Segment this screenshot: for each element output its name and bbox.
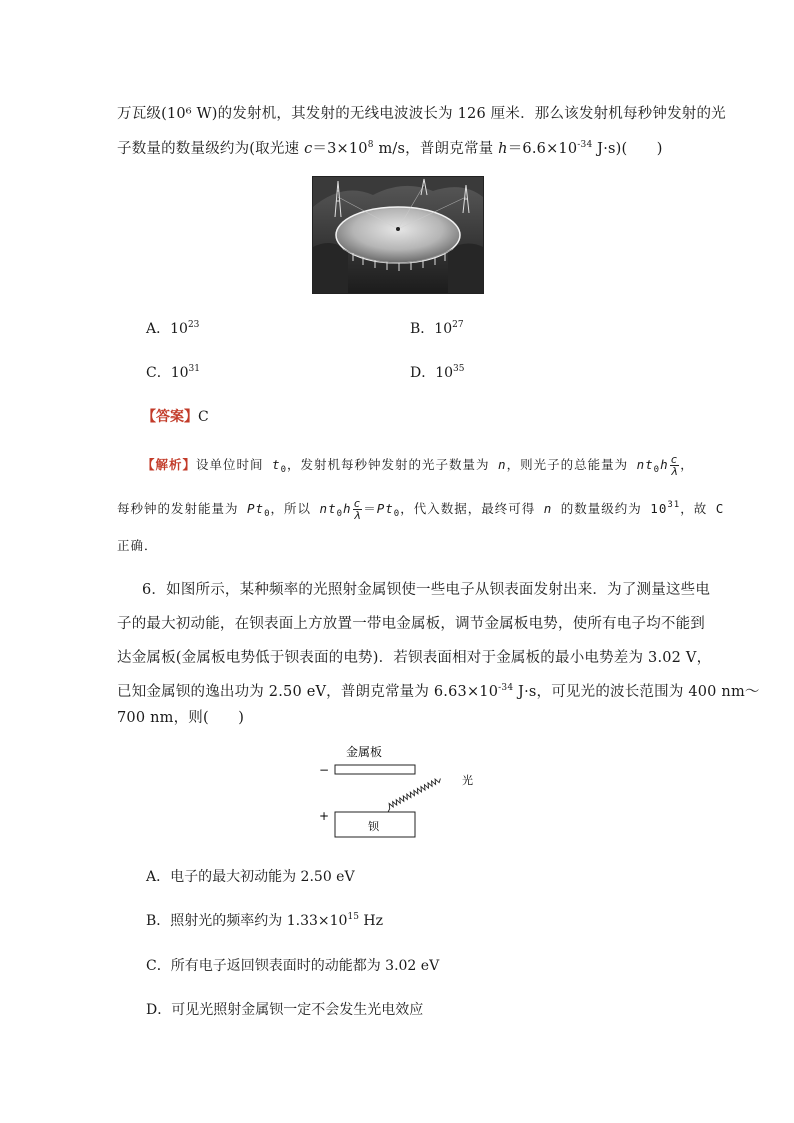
answer-line: 【答案】C <box>142 409 209 425</box>
plate-label: 金属板 <box>346 745 383 759</box>
light-wave <box>385 777 443 812</box>
explanation-line3: 正确． <box>117 538 158 553</box>
q5-option-b: B．$10^{27}$ <box>410 320 464 337</box>
q6-stem-line5: 700 nm，则( ) <box>117 710 245 726</box>
q6-option-c: C．所有电子返回钡表面时的动能都为 3.02 eV <box>146 958 440 974</box>
photoelectric-diagram <box>316 740 486 845</box>
q5-option-d: D．$10^{35}$ <box>410 364 465 381</box>
q5-stem-line2: 子数量的数量级约为(取光速 $c=3\times 10^8$ m/s，普朗克常量 $h=6.6\times 10^{-34}$ J·s)( ) <box>117 140 663 157</box>
q6-option-b: B．照射光的频率约为 $1.33\times 10^{15}$ Hz <box>146 912 383 929</box>
q6-stem-line2: 子的最大初动能，在钡表面上方放置一带电金属板，调节金属板电势，使所有电子均不能到 <box>117 616 705 632</box>
q5-option-c: C．$10^{31}$ <box>146 364 200 381</box>
minus-sign: − <box>319 763 330 777</box>
plus-sign: + <box>319 809 330 823</box>
q6-stem-line1: 6．如图所示，某种频率的光照射金属钡使一些电子从钡表面发射出来．为了测量这些电 <box>142 582 711 598</box>
q6-option-d: D．可见光照射金属钡一定不会发生光电效应 <box>146 1002 424 1018</box>
q5-option-a: A．$10^{23}$ <box>146 320 200 337</box>
q6-stem-line3: 达金属板(金属板电势低于钡表面的电势)．若钡表面相对于金属板的最小电势差为 3.02 V， <box>117 650 712 666</box>
q5-stem-line1: 万瓦级(10⁶ W)的发射机，其发射的无线电波波长为 126 厘米．那么该发射机每秒钟发射的光 <box>117 106 726 122</box>
q6-option-a: A．电子的最大初动能为 2.50 eV <box>146 869 355 885</box>
barium-label: 钡 <box>368 820 379 833</box>
q6-stem-line4: 已知金属钡的逸出功为 2.50 eV，普朗克常量为 $6.63\times 10^{-34}$ J·s，可见光的波长范围为 400 nm～ <box>117 683 760 700</box>
light-label: 光 <box>462 774 473 787</box>
explanation-line1: 【解析】设单位时间 $t_0$，发射机每秒钟发射的光子数量为 n，则光子的总能量为 $nt_0h$ $\frac{c}{\lambda}$ ， <box>142 453 694 478</box>
metal-plate <box>335 765 415 774</box>
explanation-line2: 每秒钟的发射能量为 $Pt_0$，所以 $nt_0h$ $\frac{c}{\lambda}$ $=Pt_0$，代入数据，最终可得 n 的数量级约为 $10^{31}$，故 C <box>117 497 725 522</box>
radio-telescope-photo <box>312 176 484 294</box>
